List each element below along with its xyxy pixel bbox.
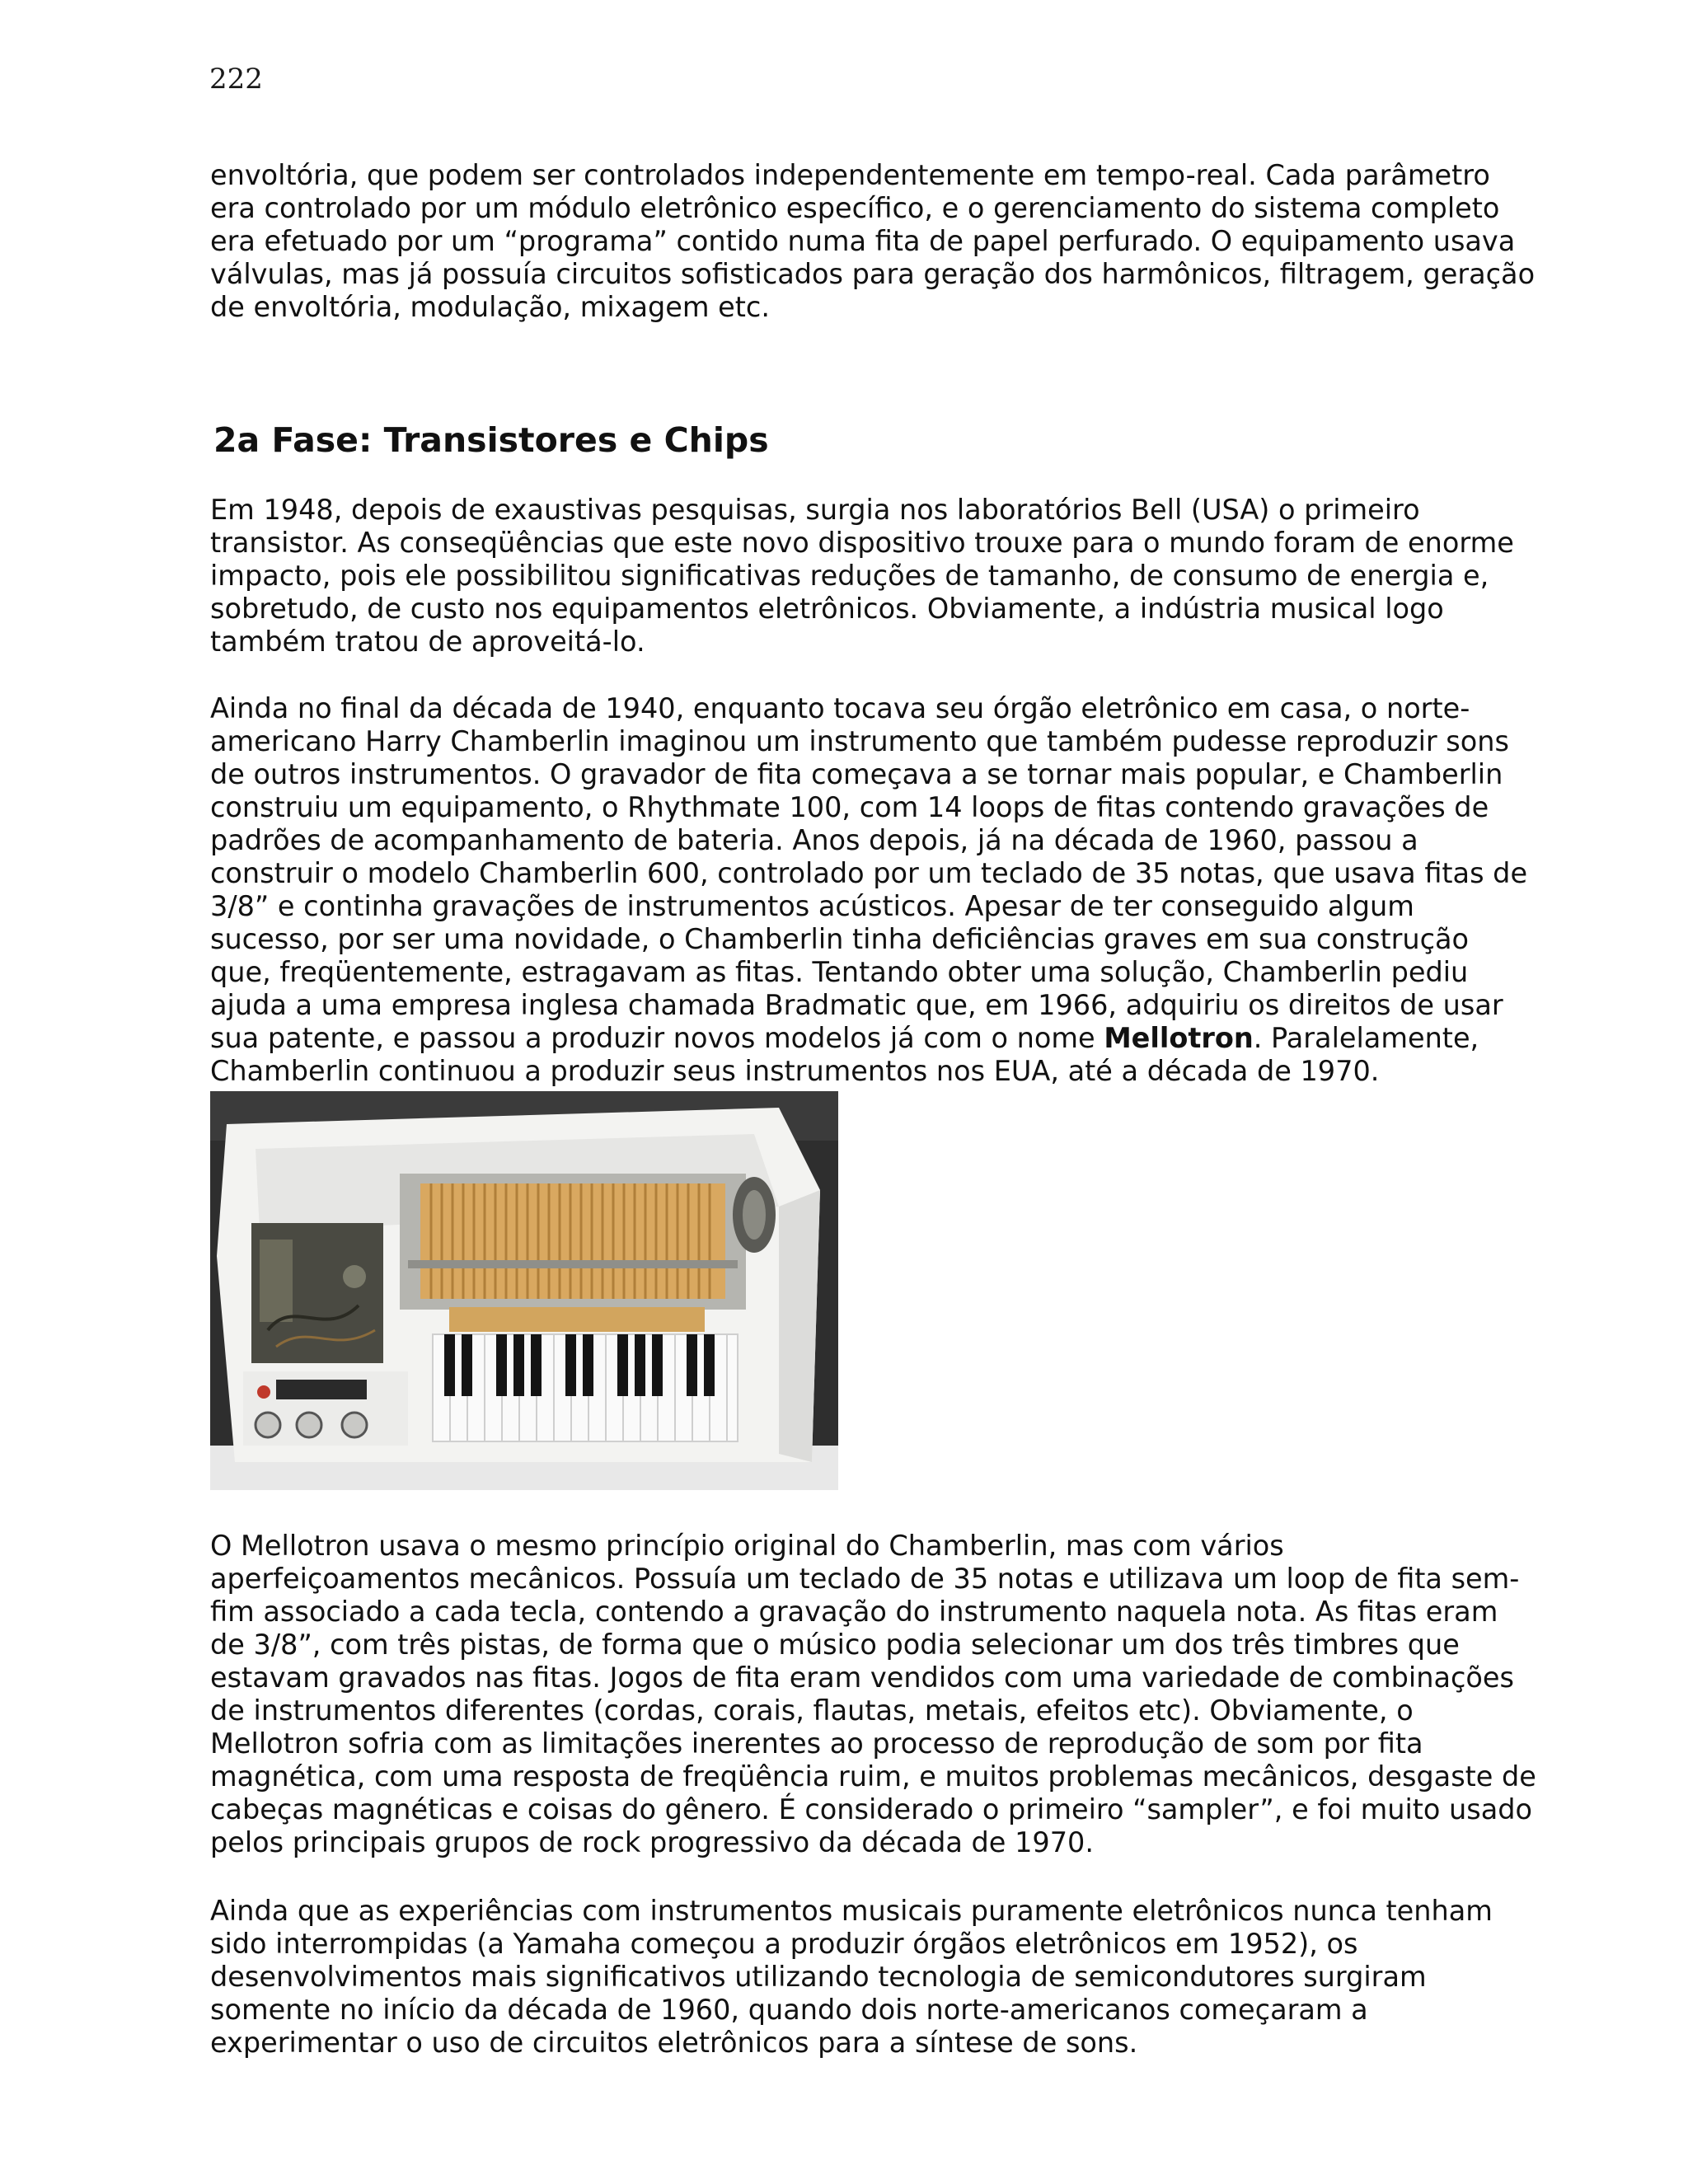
text-line: que, freqüentemente, estragavam as fitas. Tentando obter uma solução, Chamberlin pediu (210, 956, 1469, 988)
text-line: padrões de acompanhamento de bateria. Anos depois, já na década de 1960, passou a (210, 824, 1418, 856)
text-line: de instrumentos diferentes (cordas, corais, flautas, metais, efeitos etc). Obviamente, o (210, 1694, 1414, 1727)
text-line: Ainda no final da década de 1940, enquanto tocava seu órgão eletrônico em casa, o norte- (210, 692, 1470, 724)
text-line: de envoltória, modulação, mixagem etc. (210, 291, 770, 323)
intro-paragraph (210, 159, 1562, 324)
text-line (210, 1022, 1562, 1055)
text-line: Ainda que as experiências com instrumentos musicais puramente eletrônicos nunca tenham (210, 1895, 1493, 1927)
text-line: também tratou de aproveitá-lo. (210, 626, 645, 658)
mellotron-photo (210, 1091, 838, 1490)
text-line: de 3/8”, com três pistas, de forma que o músico podia selecionar um dos três timbres que (210, 1629, 1460, 1661)
text-line: envoltória, que podem ser controlados independentemente em tempo-real. Cada parâmetro (210, 159, 1490, 191)
text-line: O Mellotron usava o mesmo princípio original do Chamberlin, mas com vários (210, 1530, 1284, 1562)
text-line: era controlado por um módulo eletrônico específico, e o gerenciamento do sistema completo (210, 192, 1500, 224)
text-fragment: . Paralelamente, (1253, 1022, 1479, 1054)
text-line: somente no início da década de 1960, quando dois norte-americanos começaram a (210, 1994, 1368, 2026)
transistor-paragraph (210, 494, 1562, 658)
text-line: de outros instrumentos. O gravador de fita começava a se tornar mais popular, e Chamberlin (210, 758, 1503, 790)
mellotron-bold-term: Mellotron (1104, 1022, 1254, 1054)
text-line: pelos principais grupos de rock progressivo da década de 1970. (210, 1826, 1094, 1858)
text-line: cabeças magnéticas e coisas do gênero. É considerado o primeiro “sampler”, e foi muito usado (210, 1793, 1533, 1825)
text-line: americano Harry Chamberlin imaginou um instrumento que também pudesse reproduzir sons (210, 725, 1509, 757)
section-heading: 2a Fase: Transistores e Chips (213, 420, 769, 460)
text-line: válvulas, mas já possuía circuitos sofisticados para geração dos harmônicos, filtragem, geração (210, 258, 1536, 290)
text-line: era efetuado por um “programa” contido numa fita de papel perfurado. O equipamento usava (210, 225, 1516, 257)
text-line: 3/8” e continha gravações de instrumentos acústicos. Apesar de ter conseguido algum (210, 890, 1414, 922)
text-line: desenvolvimentos mais significativos utilizando tecnologia de semicondutores surgiram (210, 1961, 1427, 1993)
text-line: Mellotron sofria com as limitações inerentes ao processo de reprodução de som por fita (210, 1727, 1423, 1760)
text-line: Chamberlin continuou a produzir seus instrumentos nos EUA, até a década de 1970. (210, 1055, 1380, 1087)
text-line: ajuda a uma empresa inglesa chamada Bradmatic que, em 1966, adquiriu os direitos de usar (210, 989, 1503, 1021)
semiconductor-paragraph (210, 1895, 1562, 2060)
text-line: fim associado a cada tecla, contendo a gravação do instrumento naquela nota. As fitas eram (210, 1596, 1498, 1628)
text-fragment: sua patente, e passou a produzir novos modelos já com o nome (210, 1022, 1104, 1054)
text-line: construiu um equipamento, o Rhythmate 100, com 14 loops de fitas contendo gravações de (210, 791, 1489, 823)
text-line: magnética, com uma resposta de freqüência ruim, e muitos problemas mecânicos, desgaste de (210, 1760, 1536, 1793)
text-line: sucesso, por ser uma novidade, o Chamberlin tinha deficiências graves em sua construção (210, 923, 1470, 955)
text-line: estavam gravados nas fitas. Jogos de fita eram vendidos com uma variedade de combinações (210, 1661, 1514, 1694)
text-line: experimentar o uso de circuitos eletrônicos para a síntese de sons. (210, 2027, 1138, 2059)
text-line: construir o modelo Chamberlin 600, controlado por um teclado de 35 notas, que usava fitas de (210, 857, 1528, 889)
text-line: aperfeiçoamentos mecânicos. Possuía um teclado de 35 notas e utilizava um loop de fita sem- (210, 1563, 1520, 1595)
text-line: impacto, pois ele possibilitou significativas reduções de tamanho, de consumo de energia e, (210, 560, 1489, 592)
text-line: transistor. As conseqüências que este novo dispositivo trouxe para o mundo foram de enorme (210, 527, 1514, 559)
mellotron-paragraph (210, 1530, 1562, 1859)
text-line: Em 1948, depois de exaustivas pesquisas, surgia nos laboratórios Bell (USA) o primeiro (210, 494, 1420, 526)
page-number: 222 (209, 63, 263, 96)
text-line: sido interrompidas (a Yamaha começou a produzir órgãos eletrônicos em 1952), os (210, 1928, 1358, 1960)
text-line: sobretudo, de custo nos equipamentos eletrônicos. Obviamente, a indústria musical logo (210, 593, 1444, 625)
chamberlin-paragraph (210, 692, 1562, 1088)
